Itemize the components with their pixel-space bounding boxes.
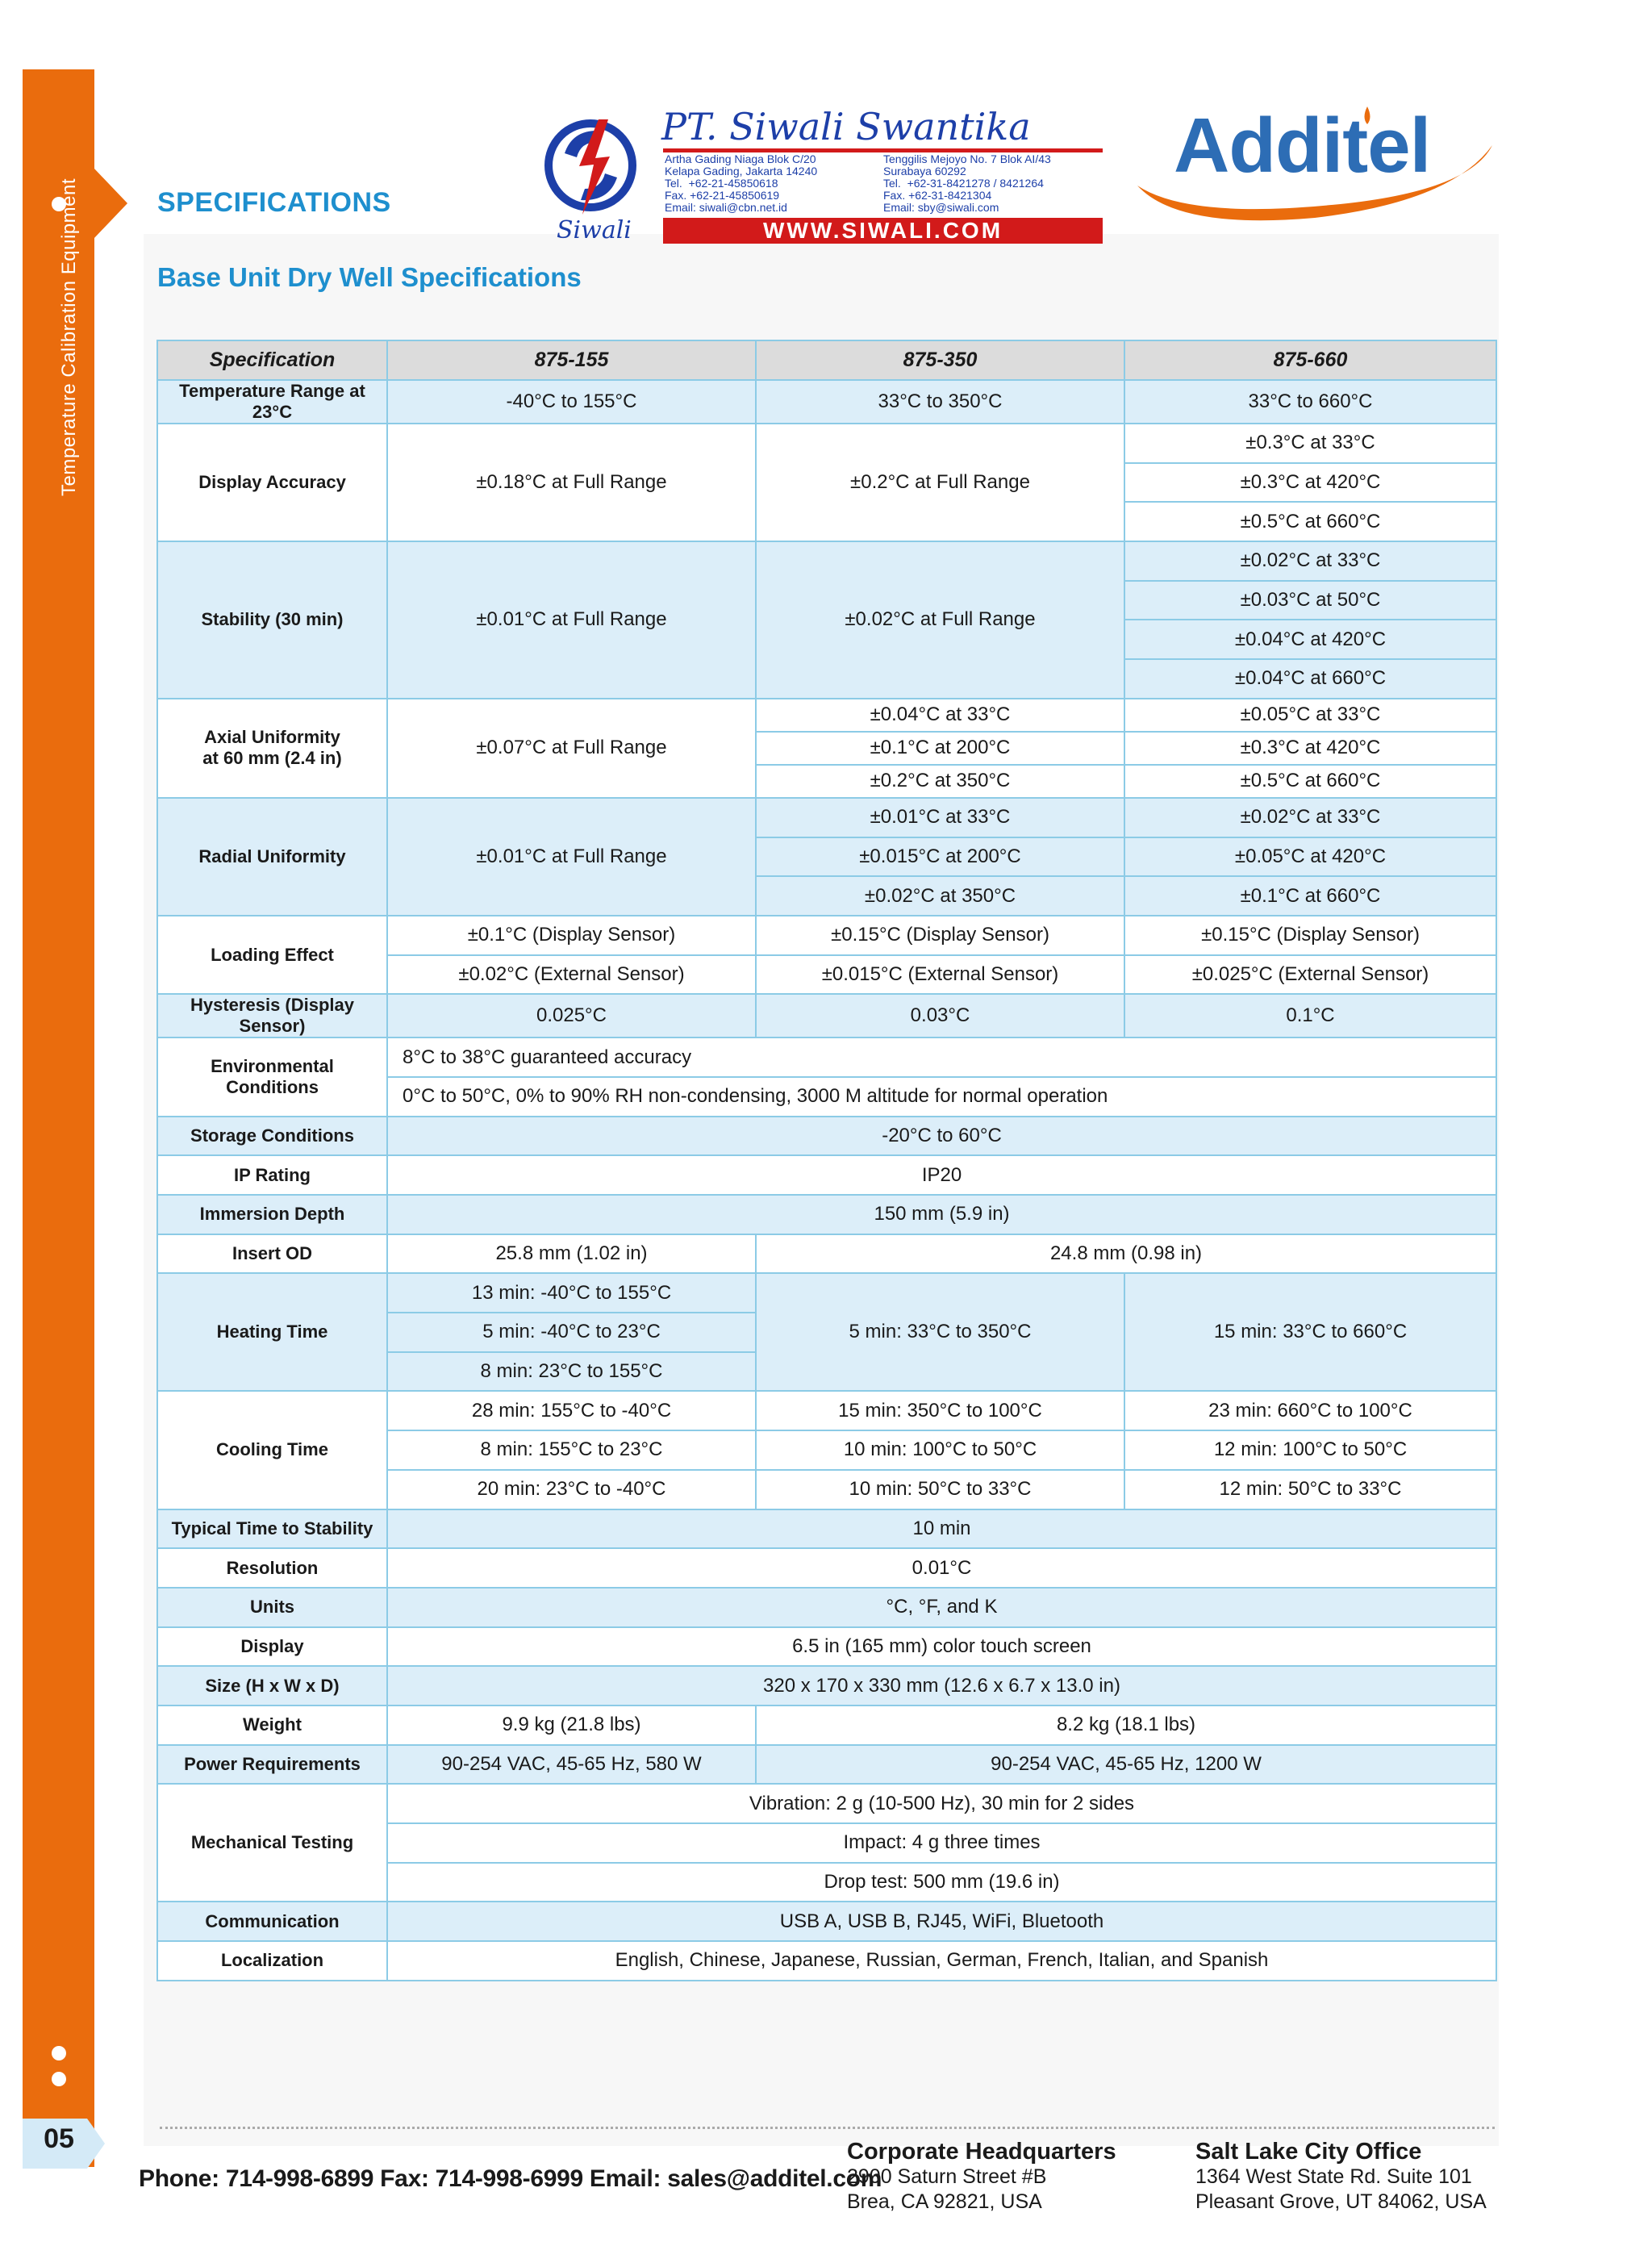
row-label: Units [157, 1588, 387, 1627]
row-label: Insert OD [157, 1234, 387, 1274]
table-row [157, 1391, 1496, 1430]
cell-875-350-660: 8.2 kg (18.1 lbs) [756, 1706, 1496, 1745]
table-row [157, 916, 1496, 955]
cell-all-models: 0.01°C [387, 1548, 1496, 1588]
table-row [157, 1941, 1496, 1981]
table-row [157, 1902, 1496, 1941]
siwali-address-jakarta: Artha Gading Niaga Blok C/20 Kelapa Gading, Jakarta 14240 Tel. +62-21-45850618 Fax. +62-21-45850619 Email: siwali@cbn.net.id [665, 152, 818, 214]
row-label [157, 699, 387, 798]
row-label: Heating Time [157, 1273, 387, 1391]
cell-875-660: 33°C to 660°C [1124, 380, 1496, 424]
row-label: Temperature Range at 23°C [157, 380, 387, 424]
cell-875-350: ±0.1°C at 200°C [756, 732, 1124, 765]
cell-875-350: ±0.15°C (Display Sensor) [756, 916, 1124, 955]
cell-875-155: 8 min: 23°C to 155°C [387, 1352, 756, 1392]
additel-wordmark: Additel [1174, 102, 1431, 189]
table-row [157, 994, 1496, 1037]
table-row [157, 1234, 1496, 1274]
row-label: Environmental Conditions [157, 1037, 387, 1116]
table-row [157, 1273, 1496, 1313]
cell-all-models: 0°C to 50°C, 0% to 90% RH non-condensing, 3000 M altitude for normal operation [387, 1077, 1496, 1117]
cell-all-models: °C, °F, and K [387, 1588, 1496, 1627]
table-header-row [157, 340, 1496, 380]
cell-875-350-660: 90-254 VAC, 45-65 Hz, 1200 W [756, 1745, 1496, 1785]
cell-875-350: ±0.02°C at 350°C [756, 876, 1124, 916]
office-address-line: Pleasant Grove, UT 84062, USA [1195, 2190, 1487, 2213]
cell-875-155: 9.9 kg (21.8 lbs) [387, 1706, 756, 1745]
header-875-155: 875-155 [387, 340, 756, 380]
section-title: SPECIFICATIONS [157, 187, 391, 218]
row-label: Typical Time to Stability [157, 1509, 387, 1549]
table-row [157, 1588, 1496, 1627]
cell-875-660: ±0.02°C at 33°C [1124, 798, 1496, 837]
sidebar-dot [52, 2072, 66, 2086]
cell-875-155: 5 min: -40°C to 23°C [387, 1313, 756, 1352]
office-address-line: Brea, CA 92821, USA [847, 2190, 1042, 2213]
office-salt-lake-city [1195, 2140, 1487, 2215]
row-label-line: Axial Uniformity [204, 727, 340, 748]
footer-contact: Phone: 714-998-6899 Fax: 714-998-6999 Email: sales@additel.com [139, 2165, 882, 2192]
cell-875-155: ±0.01°C at Full Range [387, 541, 756, 699]
table-row [157, 1666, 1496, 1706]
cell-875-155: 20 min: 23°C to -40°C [387, 1470, 756, 1509]
cell-875-660: ±0.1°C at 660°C [1124, 876, 1496, 916]
cell-all-models: Vibration: 2 g (10-500 Hz), 30 min for 2 sides [387, 1784, 1496, 1823]
cell-all-models: 10 min [387, 1509, 1496, 1549]
row-label-line: at 60 mm (2.4 in) [202, 748, 342, 769]
cell-875-660: 12 min: 100°C to 50°C [1124, 1430, 1496, 1470]
sidebar-dot [52, 2046, 66, 2060]
row-label: Hysteresis (Display Sensor) [157, 994, 387, 1037]
cell-875-660: ±0.15°C (Display Sensor) [1124, 916, 1496, 955]
office-address-line: 2900 Saturn Street #B [847, 2165, 1047, 2188]
cell-875-350: ±0.01°C at 33°C [756, 798, 1124, 837]
table-row [157, 1627, 1496, 1667]
cell-875-660: ±0.04°C at 420°C [1124, 620, 1496, 659]
cell-875-660: ±0.3°C at 420°C [1124, 463, 1496, 503]
office-headquarters [847, 2140, 1116, 2215]
row-label: Storage Conditions [157, 1117, 387, 1156]
cell-875-660: ±0.5°C at 660°C [1124, 765, 1496, 798]
table-row [157, 1509, 1496, 1549]
cell-875-660: ±0.025°C (External Sensor) [1124, 955, 1496, 995]
siwali-address-surabaya: Tenggilis Mejoyo No. 7 Blok AI/43 Surabaya 60292 Tel. +62-31-8421278 / 8421264 Fax. +62-31-8421304 Email: sby@siwali.com [883, 152, 1051, 214]
cell-875-350: 15 min: 350°C to 100°C [756, 1391, 1124, 1430]
cell-all-models: 320 x 170 x 330 mm (12.6 x 6.7 x 13.0 in) [387, 1666, 1496, 1706]
cell-875-155: ±0.02°C (External Sensor) [387, 955, 756, 995]
sub-title: Base Unit Dry Well Specifications [157, 262, 582, 292]
cell-all-models: 150 mm (5.9 in) [387, 1195, 1496, 1234]
table-row [157, 1706, 1496, 1745]
cell-875-155: ±0.07°C at Full Range [387, 699, 756, 798]
header-specification: Specification [157, 340, 387, 380]
row-label: Radial Uniformity [157, 798, 387, 916]
row-label: Cooling Time [157, 1391, 387, 1509]
row-label: Loading Effect [157, 916, 387, 994]
siwali-cursive: Siwali [557, 216, 632, 244]
row-label: Resolution [157, 1548, 387, 1588]
additel-logo [1129, 97, 1500, 226]
cell-875-350-660: 24.8 mm (0.98 in) [756, 1234, 1496, 1274]
cell-all-models: USB A, USB B, RJ45, WiFi, Bluetooth [387, 1902, 1496, 1941]
cell-875-660: ±0.3°C at 33°C [1124, 424, 1496, 463]
cell-875-350: ±0.02°C at Full Range [756, 541, 1124, 699]
cell-875-155: 13 min: -40°C to 155°C [387, 1273, 756, 1313]
table-row [157, 1117, 1496, 1156]
cell-875-660: ±0.02°C at 33°C [1124, 541, 1496, 581]
cell-875-660: ±0.05°C at 33°C [1124, 699, 1496, 732]
cell-875-660: 23 min: 660°C to 100°C [1124, 1391, 1496, 1430]
table-row [157, 1195, 1496, 1234]
cell-875-350: 5 min: 33°C to 350°C [756, 1273, 1124, 1391]
row-label: Localization [157, 1941, 387, 1981]
cell-875-155: 28 min: 155°C to -40°C [387, 1391, 756, 1430]
row-label: IP Rating [157, 1155, 387, 1195]
header-875-350: 875-350 [756, 340, 1124, 380]
row-label: Stability (30 min) [157, 541, 387, 699]
cell-875-350: 33°C to 350°C [756, 380, 1124, 424]
cell-875-350: 0.03°C [756, 994, 1124, 1037]
cell-all-models: 6.5 in (165 mm) color touch screen [387, 1627, 1496, 1667]
cell-875-155: 90-254 VAC, 45-65 Hz, 580 W [387, 1745, 756, 1785]
cell-all-models: IP20 [387, 1155, 1496, 1195]
cell-875-155: ±0.18°C at Full Range [387, 424, 756, 541]
table-row [157, 1037, 1496, 1077]
cell-875-350: ±0.015°C at 200°C [756, 837, 1124, 877]
page-number: 05 [44, 2123, 74, 2154]
cell-875-155: 25.8 mm (1.02 in) [387, 1234, 756, 1274]
cell-875-155: ±0.01°C at Full Range [387, 798, 756, 916]
cell-875-155: -40°C to 155°C [387, 380, 756, 424]
table-row [157, 798, 1496, 837]
cell-875-660: 0.1°C [1124, 994, 1496, 1037]
cell-875-660: ±0.03°C at 50°C [1124, 581, 1496, 620]
office-heading: Salt Lake City Office [1195, 2139, 1422, 2165]
table-row [157, 424, 1496, 463]
cell-875-660: 12 min: 50°C to 33°C [1124, 1470, 1496, 1509]
cell-875-350: ±0.2°C at Full Range [756, 424, 1124, 541]
siwali-company-name: PT. Siwali Swantika [661, 105, 1031, 148]
siwali-emblem-icon [540, 113, 645, 226]
table-row [157, 1745, 1496, 1785]
row-label: Communication [157, 1902, 387, 1941]
spec-table [156, 340, 1497, 1981]
header-875-660: 875-660 [1124, 340, 1496, 380]
cell-875-155: 8 min: 155°C to 23°C [387, 1430, 756, 1470]
cell-875-350: ±0.015°C (External Sensor) [756, 955, 1124, 995]
row-label: Power Requirements [157, 1745, 387, 1785]
cell-875-660: ±0.05°C at 420°C [1124, 837, 1496, 877]
sidebar-vertical-label: Temperature Calibration Equipment [58, 177, 80, 497]
cell-all-models: 8°C to 38°C guaranteed accuracy [387, 1037, 1496, 1077]
cell-875-155: 0.025°C [387, 994, 756, 1037]
cell-875-350: ±0.04°C at 33°C [756, 699, 1124, 732]
siwali-website: WWW.SIWALI.COM [663, 218, 1103, 244]
office-heading: Corporate Headquarters [847, 2139, 1116, 2165]
row-label: Size (H x W x D) [157, 1666, 387, 1706]
cell-all-models: -20°C to 60°C [387, 1117, 1496, 1156]
cell-all-models: Drop test: 500 mm (19.6 in) [387, 1863, 1496, 1902]
table-row [157, 1784, 1496, 1823]
cell-875-660: ±0.3°C at 420°C [1124, 732, 1496, 765]
row-label: Display [157, 1627, 387, 1667]
table-row [157, 1548, 1496, 1588]
cell-875-660: ±0.5°C at 660°C [1124, 502, 1496, 541]
office-address-line: 1364 West State Rd. Suite 101 [1195, 2165, 1472, 2188]
cell-875-660: ±0.04°C at 660°C [1124, 659, 1496, 699]
cell-875-350: ±0.2°C at 350°C [756, 765, 1124, 798]
row-label: Mechanical Testing [157, 1784, 387, 1902]
row-label: Immersion Depth [157, 1195, 387, 1234]
cell-all-models: Impact: 4 g three times [387, 1823, 1496, 1863]
table-row [157, 1155, 1496, 1195]
cell-875-660: 15 min: 33°C to 660°C [1124, 1273, 1496, 1391]
cell-all-models: English, Chinese, Japanese, Russian, German, French, Italian, and Spanish [387, 1941, 1496, 1981]
cell-875-350: 10 min: 100°C to 50°C [756, 1430, 1124, 1470]
siwali-logo [540, 105, 1105, 250]
table-row [157, 541, 1496, 581]
table-row [157, 699, 1496, 732]
cell-875-155: ±0.1°C (Display Sensor) [387, 916, 756, 955]
sidebar-notch [94, 168, 127, 239]
footer-divider [160, 2127, 1495, 2129]
cell-875-350: 10 min: 50°C to 33°C [756, 1470, 1124, 1509]
row-label: Display Accuracy [157, 424, 387, 541]
table-row [157, 380, 1496, 424]
row-label: Weight [157, 1706, 387, 1745]
